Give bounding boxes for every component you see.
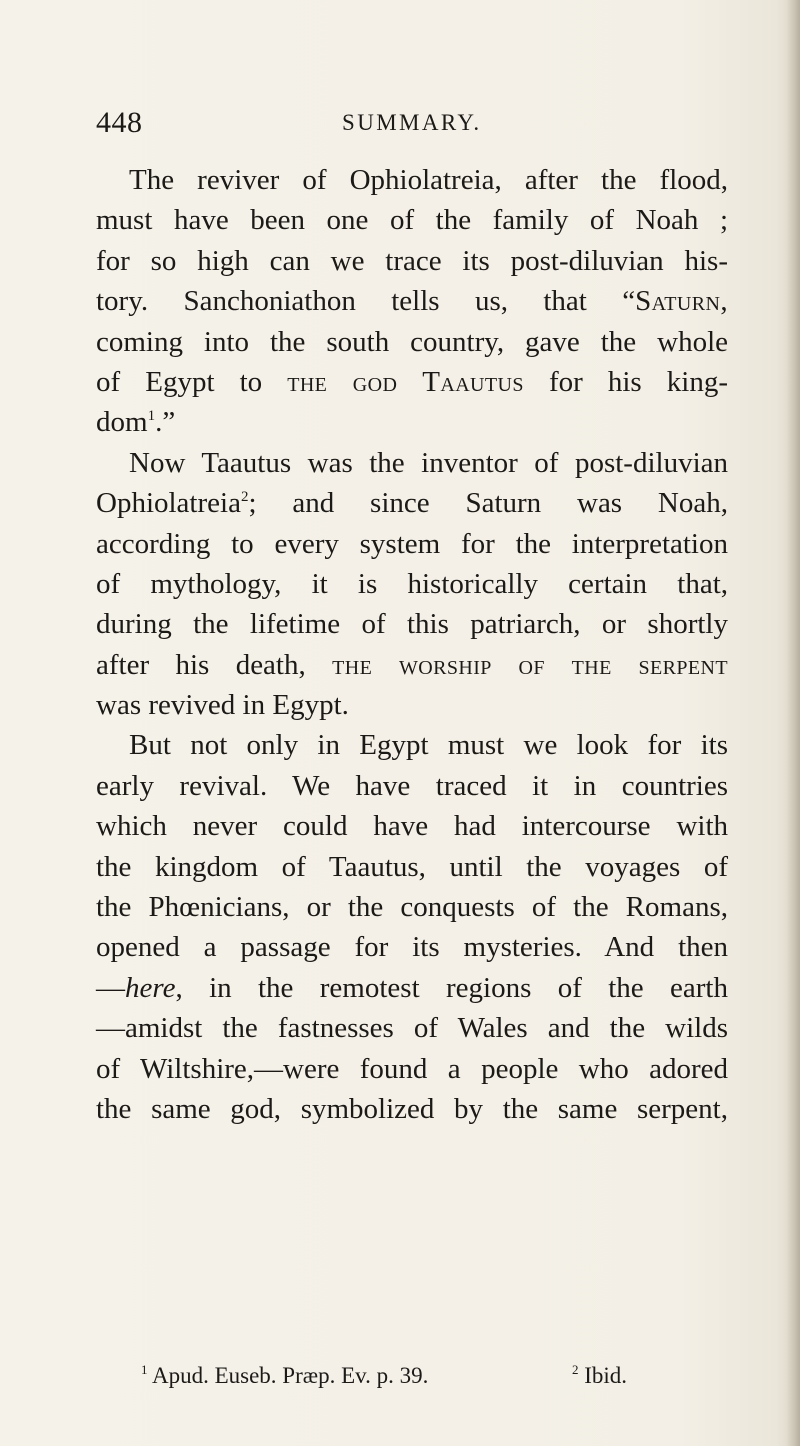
text-line: for so high can we trace its post-diluvian his- [96,244,728,277]
footnote-2 [572,1363,627,1389]
text-line: Ophiolatreia$^2$; and since Saturn was Noah, [96,487,728,520]
running-title: SUMMARY. [342,110,482,135]
page-number: 448 [96,106,143,139]
text-line: coming into the south country, gave the whole [96,325,728,358]
text-line: of mythology, it is historically certain that, [96,567,728,600]
footnote-ref-1: 1 [147,408,156,425]
text-line: Now Taautus was the inventor of post-diluvian [129,446,728,479]
text-line: was revived in Egypt. [96,689,349,722]
italic-here: here [125,971,176,1004]
text-line: But not only in Egypt must we look for its [129,729,728,762]
text-line: early revival. We have traced it in countries [96,769,728,802]
small-caps-worship-of-serpent: the worship of the serpent [332,648,728,681]
footnote-marker: 1 [141,1362,148,1377]
text-line: the same god, symbolized by the same serpent, [96,1092,728,1125]
text-line: —here, in the remotest regions of the earth [96,971,728,1004]
text-line: The reviver of Ophiolatreia, after the flood, [129,164,728,196]
footnote-text: Ibid. [584,1363,628,1388]
text-line: of Egypt to the god Taautus for his king- [96,365,728,398]
footnote-text: Apud. Euseb. Præp. Ev. p. 39. [151,1363,429,1388]
text-line: according to every system for the interpretation [96,527,728,560]
text-line: must have been one of the family of Noah ; [96,204,728,237]
text-line: tory. Sanchoniathon tells us, that “Saturn, [96,285,728,318]
footnote-1 [141,1363,428,1389]
text-line: of Wiltshire,—were found a people who adored [96,1052,728,1085]
text-line: the Phœnicians, or the conquests of the Romans, [96,891,728,924]
text-line: the kingdom of Taautus, until the voyages of [96,850,728,883]
text-line: opened a passage for its mysteries. And then [96,931,728,964]
page-edge-shadow [786,0,800,1446]
footnote-marker: 2 [572,1362,579,1377]
text-line: during the lifetime of this patriarch, or shortly [96,608,728,641]
small-caps-the-god-taautus: the god Taautus [287,365,524,398]
running-head [96,106,724,146]
text-line: after his death, the worship of the serpent [96,648,728,681]
small-caps-saturn: Saturn, [635,285,728,318]
text-line: —amidst the fastnesses of Wales and the wilds [96,1012,728,1045]
text-line: dom$^1$.” [96,406,176,439]
text-line: which never could have had intercourse with [96,810,728,843]
footnote-ref-2: 2 [240,489,249,506]
body-text [96,160,728,1129]
